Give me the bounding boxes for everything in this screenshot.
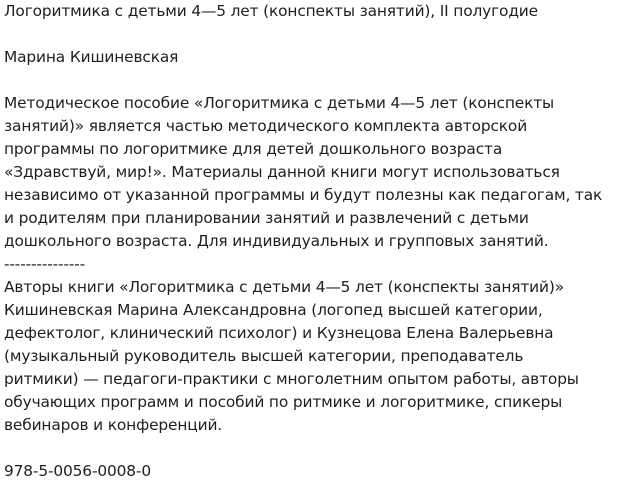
spacer bbox=[4, 437, 616, 460]
description-line: программы по логоритмике для детей дошкольного возраста bbox=[4, 140, 503, 158]
description-line: Методическое пособие «Логоритмика с детьми 4—5 лет (конспекты bbox=[4, 94, 555, 112]
spacer bbox=[4, 69, 616, 92]
authors-paragraph bbox=[4, 276, 616, 437]
authors-line: вебинаров и конференций. bbox=[4, 416, 223, 434]
authors-line: дефектолог, клинический психолог) и Кузнецова Елена Валерьевна bbox=[4, 324, 554, 342]
isbn-number: 978-5-0056-0008-0 bbox=[4, 462, 151, 480]
author-name: Марина Кишиневская bbox=[4, 48, 179, 66]
description-line: занятий)» является частью методического комплекта авторской bbox=[4, 117, 528, 135]
description-line: «Здравствуй, мир!». Материалы данной книги могут использоваться bbox=[4, 163, 560, 181]
separator-line: --------------- bbox=[4, 255, 86, 273]
authors-line: Авторы книги «Логоритмика с детьми 4—5 лет (конспекты занятий)» bbox=[4, 278, 565, 296]
description-line: независимо от указанной программы и будут полезны как педагогам, так bbox=[4, 186, 603, 204]
document-body bbox=[4, 0, 616, 483]
description-line: и родителям при планировании занятий и развлечений с детьми bbox=[4, 209, 529, 227]
authors-line: Кишиневская Марина Александровна (логопед высшей категории, bbox=[4, 301, 543, 319]
description-line: дошкольного возраста. Для индивидуальных и групповых занятий. bbox=[4, 232, 549, 250]
authors-line: ритмики) — педагоги-практики с многолетним опытом работы, авторы bbox=[4, 370, 579, 388]
description-paragraph bbox=[4, 92, 616, 253]
authors-line: обучающих программ и пособий по ритмике и логоритмике, спикеры bbox=[4, 393, 563, 411]
document-title: Логоритмика с детьми 4—5 лет (конспекты занятий), II полугодие bbox=[4, 2, 538, 20]
spacer bbox=[4, 23, 616, 46]
authors-line: (музыкальный руководитель высшей категории, преподаватель bbox=[4, 347, 524, 365]
